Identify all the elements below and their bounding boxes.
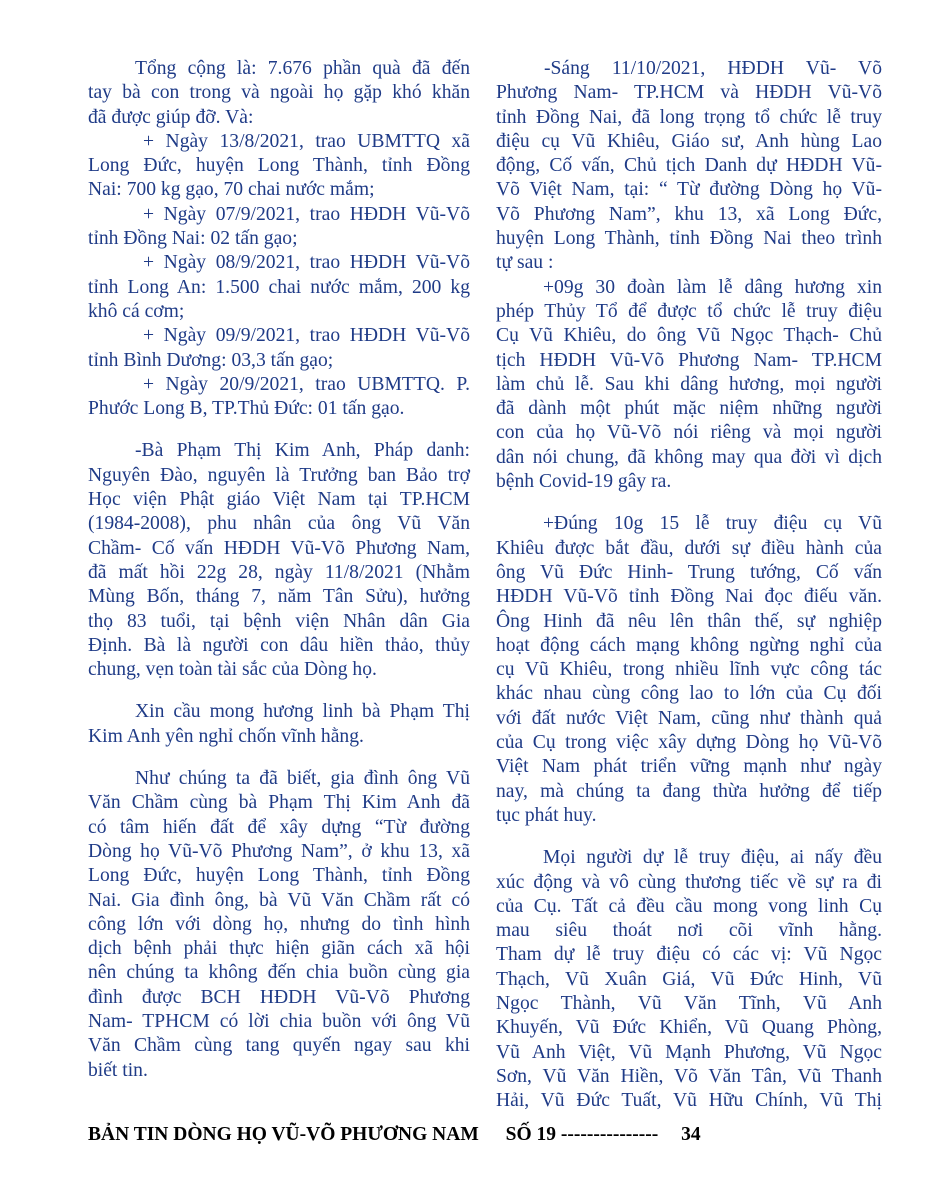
text-line: tự sau : — [496, 252, 554, 274]
text-line: + Ngày 13/8/2021, trao UBMTTQ xã — [143, 130, 470, 152]
paragraph-gap — [88, 749, 470, 767]
paragraph — [88, 130, 470, 203]
text-line: Tham dự lễ truy điệu có các vị: Vũ Ngọc — [496, 944, 882, 966]
text-line: Phương Nam- TP.HCM và HĐDH Vũ-Võ — [496, 82, 882, 104]
text-line: Mọi người dự lễ truy điệu, ai nấy đều — [543, 847, 882, 869]
text-line: khác nhau cùng công lao to lớn của Cụ đối — [496, 683, 882, 705]
text-line: của Cụ trong việc xây dựng Dòng họ Vũ-Võ — [496, 732, 882, 754]
paragraph — [88, 700, 470, 749]
text-line: Phước Long B, TP.Thủ Đức: 01 tấn gạo. — [88, 398, 405, 420]
text-line: điệu cụ Vũ Khiêu, Giáo sư, Anh hùng Lao — [496, 130, 882, 152]
text-line: Định. Bà là người con dâu hiền thảo, thủy — [88, 634, 470, 656]
text-line: Văn Chầm cùng tang quyến ngay sau khi — [88, 1035, 470, 1057]
text-line: hoạt động cách mạng không ngừng nghỉ của — [496, 634, 882, 656]
text-line: +Đúng 10g 15 lễ truy điệu cụ Vũ — [543, 513, 882, 535]
text-line: công lớn với dòng họ, nhưng do tình hình — [88, 913, 470, 935]
page-footer — [88, 1124, 788, 1146]
text-line: + Ngày 09/9/2021, trao HĐDH Vũ-Võ — [143, 325, 470, 347]
text-line: dịch bệnh phải thực hiện giãn cách xã hội — [88, 938, 470, 960]
newsletter-title: BẢN TIN DÒNG HỌ VŨ-VÕ PHƯƠNG NAM — [88, 1124, 479, 1145]
text-line: + Ngày 08/9/2021, trao HĐDH Vũ-Võ — [143, 252, 470, 274]
text-line: Văn Chầm cùng bà Phạm Thị Kim Anh đã — [88, 792, 470, 814]
text-line: ông Vũ Đức Hinh- Trung tướng, Cố vấn — [496, 561, 882, 583]
text-line: Ông Hinh đã nêu lên thân thế, sự nghiệp — [496, 610, 882, 632]
text-line: Võ Phương Nam”, khu 13, xã Long Đức, — [496, 203, 882, 225]
text-line: Ngọc Thành, Vũ Văn Tĩnh, Vũ Anh — [496, 992, 882, 1014]
text-line: Nai: 700 kg gạo, 70 chai nước mắm; — [88, 179, 375, 201]
text-line: thọ 83 tuổi, tại bệnh viện Nhân dân Gia — [88, 610, 470, 632]
text-line: của Cụ. Tất cả đều cầu mong vong linh Cụ — [496, 895, 882, 917]
text-line: Võ Việt Nam, tại: “ Từ đường Dòng họ Vũ- — [496, 179, 882, 201]
text-line: có tâm hiến đất để xây dựng “Từ đường — [88, 816, 470, 838]
paragraph-gap — [88, 421, 470, 439]
text-line: tỉnh Đồng Nai: 02 tấn gạo; — [88, 228, 298, 250]
text-line: -Sáng 11/10/2021, HĐDH Vũ- Võ — [544, 58, 882, 79]
issue-number: SỐ 19 --------------- — [505, 1124, 659, 1145]
text-line: xúc động và vô cùng thương tiếc về sự ra đi — [496, 871, 882, 893]
text-line: Khuyến, Vũ Đức Khiển, Vũ Quang Phòng, — [496, 1017, 882, 1039]
text-line: Long Đức, huyện Long Thành, tỉnh Đồng — [88, 155, 470, 177]
text-line: + Ngày 07/9/2021, trao HĐDH Vũ-Võ — [143, 203, 470, 225]
text-line: Xin cầu mong hương linh bà Phạm Thị — [135, 701, 470, 723]
text-line: Kim Anh yên nghỉ chốn vĩnh hằng. — [88, 725, 364, 747]
text-line: HĐDH Vũ-Võ tỉnh Đồng Nai đọc điếu văn. — [496, 586, 882, 608]
text-line: Nam- TPHCM có lời chia buồn với ông Vũ — [88, 1010, 470, 1032]
text-line: tỉnh Đồng Nai, đã long trọng tổ chức lễ truy — [496, 106, 882, 128]
text-line: phép Thủy Tổ để được tổ chức lễ truy điệu — [496, 300, 882, 322]
text-line: Long Đức, huyện Long Thành, tỉnh Đồng — [88, 865, 470, 887]
left-column — [88, 57, 470, 1083]
text-line: tịch HĐDH Vũ-Võ Phương Nam- TP.HCM — [496, 349, 882, 371]
text-line: cụ Vũ Khiêu, trong nhiều lĩnh vực công tác — [496, 659, 882, 681]
paragraph — [88, 324, 470, 373]
text-line: Như chúng ta đã biết, gia đình ông Vũ — [135, 768, 470, 790]
text-line: Vũ Anh Việt, Vũ Mạnh Phương, Vũ Ngọc — [496, 1041, 882, 1063]
text-line: Sơn, Vũ Văn Hiền, Võ Văn Tân, Vũ Thanh — [496, 1065, 882, 1087]
text-line: động, Cố vấn, Chủ tịch Danh dự HĐDH Vũ- — [496, 155, 882, 177]
paragraph — [88, 203, 470, 252]
text-line: đã dành một phút mặc niệm những người — [496, 398, 882, 420]
text-line: mau siêu thoát nơi cõi vĩnh hằng. — [496, 920, 882, 942]
paragraph-gap — [88, 682, 470, 700]
text-line: +09g 30 đoàn làm lễ dâng hương xin — [543, 276, 882, 298]
paragraph — [496, 57, 882, 276]
text-line: với đất nước Việt Nam, cũng như thành quả — [496, 707, 882, 729]
text-line: (1984-2008), phu nhân của ông Vũ Văn — [88, 513, 470, 535]
paragraph-gap — [496, 494, 882, 512]
text-line: chung, vẹn toàn tài sắc của Dòng họ. — [88, 659, 377, 681]
paragraph — [88, 57, 470, 130]
text-line: nên chúng ta không đến chia buồn cùng gia — [88, 962, 470, 984]
text-line: bệnh Covid-19 gây ra. — [496, 471, 672, 493]
text-line: -Bà Phạm Thị Kim Anh, Pháp danh: — [135, 440, 470, 462]
right-column — [496, 57, 882, 1113]
text-line: Học viện Phật giáo Việt Nam tại TP.HCM — [88, 489, 470, 511]
paragraph — [88, 251, 470, 324]
text-line: Tổng cộng là: 7.676 phần quà đã đến — [135, 58, 470, 79]
paragraph — [496, 512, 882, 828]
paragraph — [88, 373, 470, 422]
text-line: nay, mà chúng ta đang thừa hưởng để tiếp — [496, 780, 882, 802]
text-line: tỉnh Long An: 1.500 chai nước mắm, 200 kg — [88, 276, 470, 298]
text-line: khô cá cơm; — [88, 300, 185, 322]
text-line: Thạch, Vũ Xuân Giá, Vũ Đức Hinh, Vũ — [496, 968, 882, 990]
text-line: huyện Long Thành, tỉnh Đồng Nai theo trình — [496, 228, 882, 250]
text-line: biết tin. — [88, 1059, 148, 1081]
paragraph — [88, 767, 470, 1083]
text-line: đã mất hồi 22g 28, ngày 11/8/2021 (Nhằm — [88, 561, 470, 583]
text-line: Việt Nam phát triển vững mạnh như ngày — [496, 756, 882, 778]
text-line: Nai. Gia đình ông, bà Vũ Văn Chầm rất có — [88, 889, 470, 911]
text-line: con của họ Vũ-Võ nói riêng và mọi người — [496, 422, 882, 444]
text-line: làm chủ lễ. Sau khi dâng hương, mọi người — [496, 373, 882, 395]
text-line: Mùng Bốn, tháng 7, năm Tân Sửu), hưởng — [88, 586, 470, 608]
paragraph — [88, 439, 470, 682]
text-line: Khiêu được bắt đầu, dưới sự điều hành của — [496, 537, 882, 559]
text-line: Hải, Vũ Đức Tuất, Vũ Hữu Chính, Vũ Thị — [496, 1090, 882, 1112]
paragraph — [496, 846, 882, 1113]
text-line: Chầm- Cố vấn HĐDH Vũ-Võ Phương Nam, — [88, 537, 470, 559]
text-line: đình được BCH HĐDH Vũ-Võ Phương — [88, 986, 470, 1008]
text-line: Cụ Vũ Khiêu, do ông Vũ Ngọc Thạch- Chủ — [496, 325, 882, 347]
text-line: Dòng họ Vũ-Võ Phương Nam”, ở khu 13, xã — [88, 840, 470, 862]
text-line: dân nói chung, đã không may qua đời vì dịch — [496, 446, 882, 468]
text-line: tỉnh Bình Dương: 03,3 tấn gạo; — [88, 349, 334, 371]
text-line: tay bà con trong và ngoài họ gặp khó khăn — [88, 82, 470, 104]
text-line: tục phát huy. — [496, 804, 597, 826]
text-line: + Ngày 20/9/2021, trao UBMTTQ. P. — [143, 373, 470, 395]
text-line: đã được giúp đỡ. Và: — [88, 106, 254, 128]
page-number: 34 — [681, 1124, 701, 1145]
text-line: Nguyên Đào, nguyên là Trưởng ban Bảo trợ — [88, 464, 470, 486]
paragraph — [496, 276, 882, 495]
paragraph-gap — [496, 828, 882, 846]
